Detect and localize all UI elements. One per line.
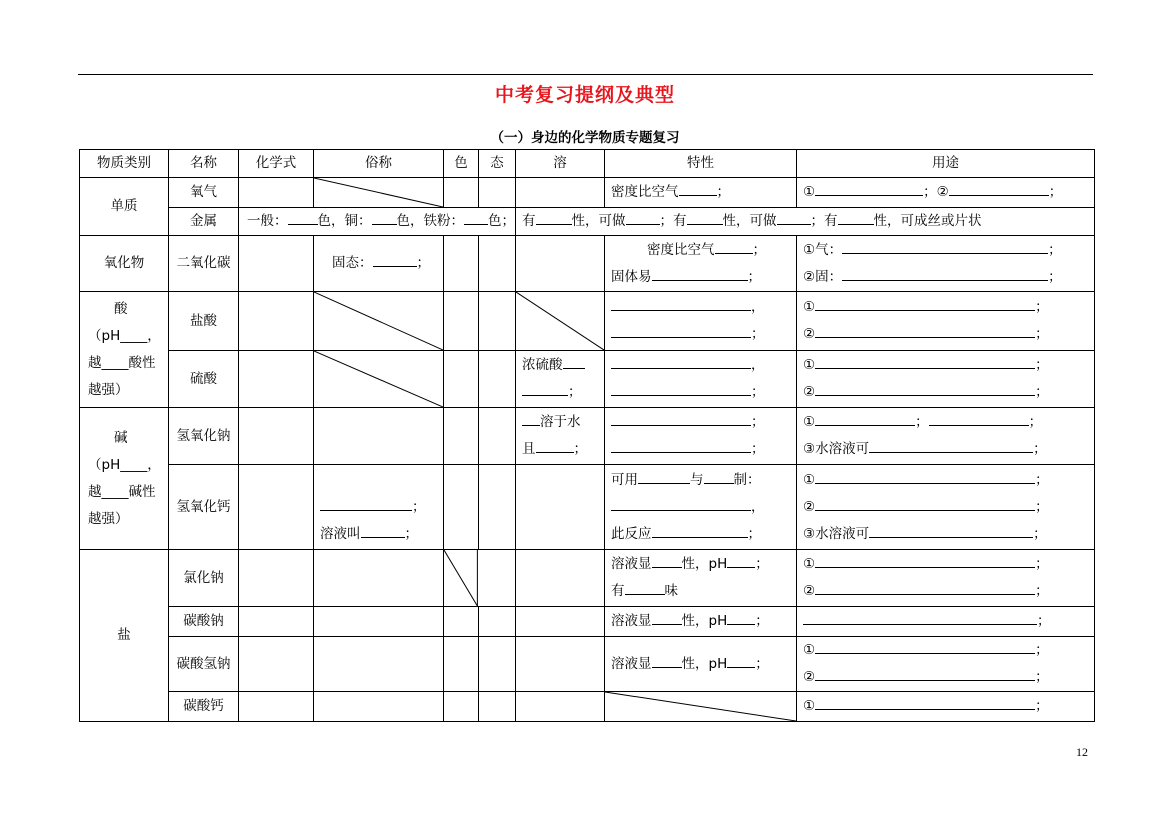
table-row bbox=[80, 408, 1095, 465]
formula-cell[interactable] bbox=[239, 178, 314, 208]
table-row bbox=[80, 351, 1095, 408]
property-cell-struck bbox=[605, 692, 797, 722]
property-cell[interactable]: 溶液显 性，pH ； bbox=[605, 607, 797, 637]
header-row bbox=[80, 150, 1095, 178]
state-cell[interactable] bbox=[479, 236, 516, 292]
color-cell[interactable] bbox=[444, 465, 479, 550]
property-cell[interactable]: 可用 与 制： ， 此反应 ； bbox=[605, 465, 797, 550]
state-cell[interactable] bbox=[479, 465, 516, 550]
name-cell: 氢氧化钙 bbox=[169, 465, 239, 550]
solubility-cell[interactable] bbox=[516, 178, 605, 208]
property-cell[interactable]: ； ； bbox=[605, 408, 797, 465]
color-cell[interactable] bbox=[444, 351, 479, 408]
color-cell[interactable] bbox=[444, 236, 479, 292]
nickname-cell-struck bbox=[314, 292, 444, 351]
property-cell[interactable]: 密度比空气 ； bbox=[605, 178, 797, 208]
solubility-cell-struck bbox=[516, 292, 605, 351]
state-cell[interactable] bbox=[479, 637, 516, 692]
formula-cell[interactable] bbox=[239, 550, 314, 607]
property-cell[interactable]: 溶液显 性，pH ； bbox=[605, 637, 797, 692]
color-state-cell-struck bbox=[444, 550, 516, 607]
nickname-cell-struck bbox=[314, 351, 444, 408]
nickname-cell[interactable] bbox=[314, 550, 444, 607]
nickname-cell[interactable] bbox=[314, 692, 444, 722]
formula-cell[interactable] bbox=[239, 465, 314, 550]
nickname-cell[interactable]: 固态： ； bbox=[314, 236, 444, 292]
usage-cell[interactable]: ① ； ② ； bbox=[797, 292, 1095, 351]
state-cell[interactable] bbox=[479, 178, 516, 208]
category-cell: 碱 （pH____， 越____碱性 越强） bbox=[80, 408, 169, 550]
formula-cell[interactable] bbox=[239, 236, 314, 292]
table-row bbox=[80, 178, 1095, 208]
solubility-cell[interactable]: 溶于水 且 ； bbox=[516, 408, 605, 465]
color-cell[interactable] bbox=[444, 607, 479, 637]
property-cell[interactable]: ， ； bbox=[605, 292, 797, 351]
name-cell: 氢氧化钠 bbox=[169, 408, 239, 465]
property-cell[interactable]: ， ； bbox=[605, 351, 797, 408]
usage-cell[interactable]: ①气： ； ②固： ； bbox=[797, 236, 1095, 292]
solubility-cell[interactable] bbox=[516, 692, 605, 722]
nickname-cell[interactable] bbox=[314, 607, 444, 637]
usage-cell[interactable]: ① ； ② ； bbox=[797, 550, 1095, 607]
usage-cell[interactable]: ① ； ； ③水溶液可 ； bbox=[797, 408, 1095, 465]
category-cell: 氧化物 bbox=[80, 236, 169, 292]
header-cell: 俗称 bbox=[314, 150, 444, 178]
page-number: 12 bbox=[1076, 745, 1088, 759]
name-cell: 碳酸钠 bbox=[169, 607, 239, 637]
category-cell: 单质 bbox=[80, 178, 169, 236]
nickname-cell[interactable]: ； 溶液叫 ； bbox=[314, 465, 444, 550]
usage-cell[interactable]: ① ；② ； bbox=[797, 178, 1095, 208]
usage-cell[interactable]: ① ； bbox=[797, 692, 1095, 722]
header-cell: 溶 bbox=[516, 150, 605, 178]
formula-cell[interactable] bbox=[239, 607, 314, 637]
usage-cell[interactable]: ； bbox=[797, 607, 1095, 637]
state-cell[interactable] bbox=[479, 292, 516, 351]
solubility-cell[interactable] bbox=[516, 607, 605, 637]
metal-color-cell[interactable]: 一般： 色，铜： 色，铁粉： 色； bbox=[239, 208, 516, 236]
substance-table bbox=[79, 149, 1095, 722]
table-row bbox=[80, 208, 1095, 236]
formula-cell[interactable] bbox=[239, 408, 314, 465]
name-cell: 氧气 bbox=[169, 178, 239, 208]
state-cell[interactable] bbox=[479, 607, 516, 637]
state-cell[interactable] bbox=[479, 408, 516, 465]
name-cell: 氯化钠 bbox=[169, 550, 239, 607]
formula-cell[interactable] bbox=[239, 351, 314, 408]
header-cell: 用途 bbox=[797, 150, 1095, 178]
category-cell: 酸 （pH____， 越____酸性 越强） bbox=[80, 292, 169, 408]
solubility-cell[interactable] bbox=[516, 637, 605, 692]
name-cell: 硫酸 bbox=[169, 351, 239, 408]
table-row bbox=[80, 550, 1095, 607]
header-cell: 化学式 bbox=[239, 150, 314, 178]
header-cell: 色 bbox=[444, 150, 479, 178]
table-row bbox=[80, 692, 1095, 722]
metal-property-cell[interactable]: 有 性，可做 ；有 性，可做 ；有 性，可成丝或片状 bbox=[516, 208, 1095, 236]
header-rule bbox=[78, 74, 1093, 75]
header-cell: 态 bbox=[479, 150, 516, 178]
name-cell: 盐酸 bbox=[169, 292, 239, 351]
name-cell: 碳酸氢钠 bbox=[169, 637, 239, 692]
nickname-cell[interactable] bbox=[314, 637, 444, 692]
formula-cell[interactable] bbox=[239, 292, 314, 351]
state-cell[interactable] bbox=[479, 351, 516, 408]
name-cell: 碳酸钙 bbox=[169, 692, 239, 722]
name-cell: 金属 bbox=[169, 208, 239, 236]
color-cell[interactable] bbox=[444, 408, 479, 465]
table-row bbox=[80, 465, 1095, 550]
color-cell[interactable] bbox=[444, 692, 479, 722]
nickname-cell-struck bbox=[314, 178, 444, 208]
table-row bbox=[80, 607, 1095, 637]
formula-cell[interactable] bbox=[239, 637, 314, 692]
usage-cell[interactable]: ① ； ② ； ③水溶液可 ； bbox=[797, 465, 1095, 550]
header-cell: 名称 bbox=[169, 150, 239, 178]
property-cell[interactable]: 密度比空气 ； 固体易 ； bbox=[605, 236, 797, 292]
section-subtitle: （一）身边的化学物质专题复习 bbox=[490, 130, 680, 146]
usage-cell[interactable]: ① ； ② ； bbox=[797, 637, 1095, 692]
usage-cell[interactable]: ① ； ② ； bbox=[797, 351, 1095, 408]
solubility-cell[interactable] bbox=[516, 465, 605, 550]
header-cell: 物质类别 bbox=[80, 150, 169, 178]
nickname-cell[interactable] bbox=[314, 408, 444, 465]
header-cell: 特性 bbox=[605, 150, 797, 178]
state-cell[interactable] bbox=[479, 692, 516, 722]
page-title: 中考复习提纲及典型 bbox=[494, 84, 675, 106]
table-row bbox=[80, 236, 1095, 292]
property-cell[interactable]: 溶液显 性，pH ； 有 味 bbox=[605, 550, 797, 607]
name-cell: 二氧化碳 bbox=[169, 236, 239, 292]
color-cell[interactable] bbox=[444, 637, 479, 692]
color-cell[interactable] bbox=[444, 178, 479, 208]
solubility-cell[interactable] bbox=[516, 550, 605, 607]
solubility-cell[interactable]: 浓硫酸 ； bbox=[516, 351, 605, 408]
color-cell[interactable] bbox=[444, 292, 479, 351]
formula-cell[interactable] bbox=[239, 692, 314, 722]
table-row bbox=[80, 292, 1095, 351]
category-cell: 盐 bbox=[80, 550, 169, 722]
table-row bbox=[80, 637, 1095, 692]
solubility-cell[interactable] bbox=[516, 236, 605, 292]
